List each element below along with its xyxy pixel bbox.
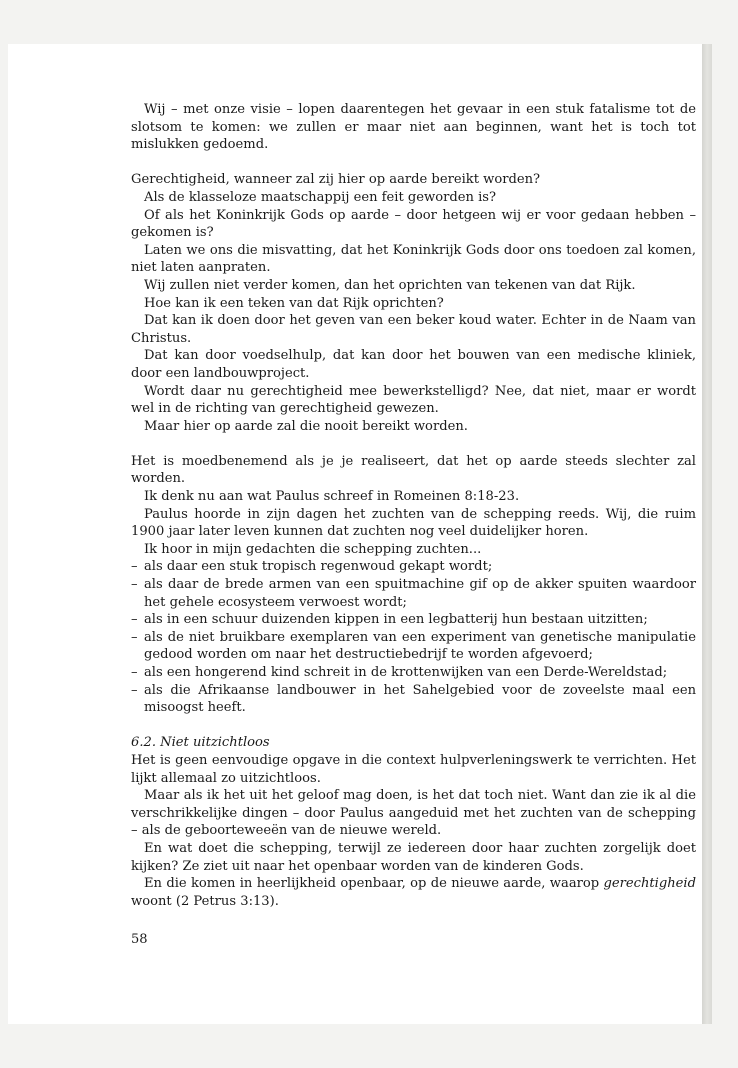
list-item-text: als daar de brede armen van een spuitmachine gif op de akker spuiten waardoor het gehele ecosysteem verwoest wordt;: [144, 577, 696, 610]
paragraph: Dat kan door voedselhulp, dat kan door het bouwen van een medische kliniek, door een landbouwproject.: [131, 348, 696, 381]
paragraph: Laten we ons die misvatting, dat het Koninkrijk Gods door ons toedoen zal komen, niet laten aanpraten.: [131, 242, 696, 276]
list-item: [131, 682, 696, 717]
list-item-text: als die Afrikaanse landbouwer in het Sahelgebied voor de zoveelste maal een misoogst heeft.: [144, 682, 696, 716]
list-item-text: als een hongerend kind schreit in de krottenwijken van een Derde-Wereldstad;: [144, 665, 668, 680]
dash-marker: –: [131, 559, 138, 575]
dash-marker: –: [131, 629, 138, 645]
list-item: [131, 611, 696, 629]
page-edge-shadow: [702, 44, 712, 1024]
paragraph: Als de klasseloze maatschappij een feit geworden is?: [144, 189, 497, 205]
paragraph-gap: [131, 154, 696, 172]
dash-marker: –: [131, 612, 138, 628]
list-item: [131, 664, 696, 682]
paragraph: Maar als ik het uit het geloof mag doen, is het dat toch niet. Want dan zie ik al die verschrikkelijke dingen – door Paulus aangeduid met het zuchten van de schepping – als de geboorteweeën van de nieuwe wereld.: [131, 788, 696, 839]
section-heading: 6.2. Niet uitzichtloos: [131, 735, 270, 751]
paragraph-text: woont (2 Petrus 3:13).: [131, 893, 279, 909]
paragraph: Hoe kan ik een teken van dat Rijk oprichten?: [144, 295, 444, 311]
page-number: 58: [131, 932, 148, 947]
paragraph: Ik denk nu aan wat Paulus schreef in Romeinen 8:18-23.: [144, 489, 520, 505]
dash-list: [131, 558, 696, 716]
list-item-text: als in een schuur duizenden kippen in een legbatterij hun bestaan uitzitten;: [144, 612, 648, 628]
dash-marker: –: [131, 577, 138, 593]
list-item-text: als de niet bruikbare exemplaren van een experiment van genetische manipulatie gedood worden om naar het destructiebedrijf te worden afgevoerd;: [144, 629, 696, 663]
dash-marker: –: [131, 682, 138, 698]
list-item: [131, 629, 696, 664]
paragraph: Het is moedbenemend als je je realiseert, dat het op aarde steeds slechter zal worden.: [131, 453, 696, 487]
paragraph: Wordt daar nu gerechtigheid mee bewerkstelligd? Nee, dat niet, maar er wordt wel in de richting van gerechtigheid gewezen.: [131, 383, 696, 417]
paragraph: En wat doet die schepping, terwijl ze iedereen door haar zuchten zorgelijk doet kijken? Ze ziet uit naar het openbaar worden van de kinderen Gods.: [131, 840, 696, 874]
paragraph: [131, 875, 696, 910]
body-text: [131, 101, 696, 910]
dash-marker: –: [131, 665, 138, 680]
paragraph: Paulus hoorde in zijn dagen het zuchten van de schepping reeds. Wij, die ruim 1900 jaar later leven kunnen dat zuchten nog veel duidelijker horen.: [131, 506, 696, 540]
paragraph-gap: [131, 435, 696, 453]
paragraph: Maar hier op aarde zal die nooit bereikt worden.: [144, 418, 468, 434]
emphasis-text: gerechtigheid: [603, 876, 696, 892]
paragraph: Ik hoor in mijn gedachten die schepping zuchten...: [144, 541, 482, 557]
paragraph: Het is geen eenvoudige opgave in die context hulpverleningswerk te verrichten. Het lijkt allemaal zo uitzichtloos.: [131, 752, 696, 786]
list-item: [131, 558, 696, 576]
paragraph-text: En die komen in heerlijkheid openbaar, op de nieuwe aarde, waarop: [144, 876, 604, 892]
list-item-text: als daar een stuk tropisch regenwoud gekapt wordt;: [144, 559, 493, 575]
paragraph: Wij zullen niet verder komen, dan het oprichten van tekenen van dat Rijk.: [144, 277, 636, 293]
paragraph: Gerechtigheid, wanneer zal zij hier op aarde bereikt worden?: [131, 172, 541, 188]
paragraph: Wij – met onze visie – lopen daarentegen het gevaar in een stuk fatalisme tot de slotsom te komen: we zullen er maar niet aan beginnen, want het is toch tot mislukken gedoemd.: [131, 102, 696, 153]
list-item: [131, 576, 696, 611]
paragraph: Of als het Koninkrijk Gods op aarde – door hetgeen wij er voor gedaan hebben – gekomen is?: [131, 207, 696, 241]
paragraph-gap: [131, 717, 696, 735]
paragraph: Dat kan ik doen door het geven van een beker koud water. Echter in de Naam van Christus.: [131, 313, 696, 346]
